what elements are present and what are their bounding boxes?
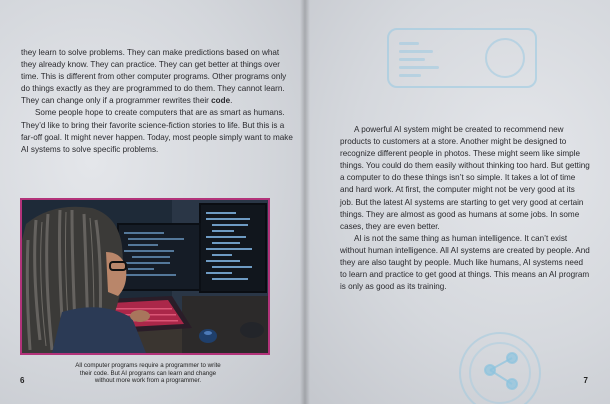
- programmer-photo: [20, 198, 270, 355]
- right-paragraph-2: AI is not the same thing as human intelligence. It can’t exist without human intelligence. All AI systems are created by people. And they are also taught by people. Much like humans, AI systems need to learn and practice to get good at things. This means an AI program is only as good as its training.: [340, 233, 590, 292]
- page-number-right: 7: [583, 376, 588, 385]
- left-paragraph-2: Some people hope to create computers that are as smart as humans. They’d like to bring their favorite science-fiction stories to life. But this is a far-off goal. It might never happen. Today, most people simply want to make AI systems to solve specific problems.: [21, 108, 293, 154]
- left-text-block: [21, 47, 293, 156]
- glossary-term-code[interactable]: code: [211, 96, 231, 106]
- right-text-block: [340, 124, 590, 293]
- photo-caption: All computer programs require a programmer to write their code. But AI programs can learn and change without more work from a programmer.: [75, 362, 221, 385]
- left-paragraph-1: they learn to solve problems. They can make predictions based on what they already know. They can practice. They can get better at things over time. This is different from other computer programs. Other programs only do things exactly as they are programmed to do them. They cannot learn. They can change only if a programmer rewrites their code.: [21, 48, 287, 106]
- share-network-decor-icon: [455, 328, 545, 404]
- right-paragraph-1: A powerful AI system might be created to recommend new products to customers at a store. Another might be designed to recognize different people in photos. These might seem like simple things. You could do them easily without thinking too hard. But getting a computer to do these things isn’t so simple. It takes a lot of time and hard work. At first, the computer might not be very good at its job. But the latest AI systems are starting to get very good at certain things. They are almost as good as humans at some jobs. In some cases, they are even better.: [340, 125, 590, 231]
- page-number-left: 6: [20, 376, 25, 385]
- code-window-decor-icon: [387, 28, 537, 88]
- right-page: [305, 0, 610, 404]
